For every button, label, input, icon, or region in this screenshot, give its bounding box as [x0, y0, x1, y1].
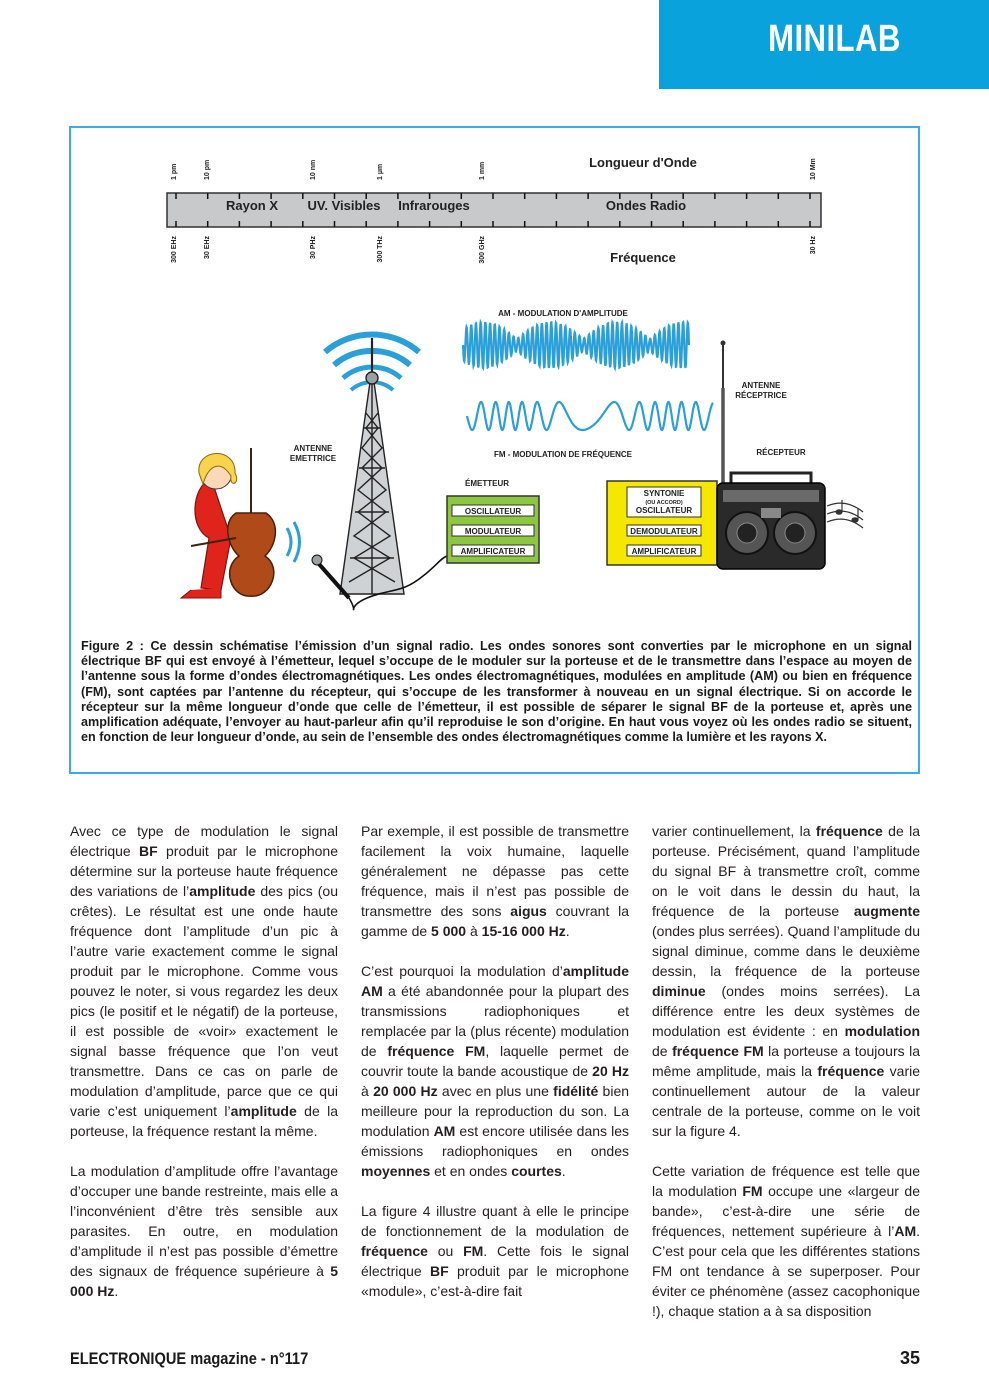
paragraph: varier continuellement, la fréquence de la porteuse. Précisément, quand l’amplitude du signal BF à transmettre croît, comme on le voit dans le dessin du haut, la fréquence de la porteuse augmente (ondes plus serrées). Quand l’amplitude du signal diminue, comme dans le deuxième dessin, la fréquence de la porteuse diminue (ondes moins serrées). La différence entre les deux systèmes de modulation est évidente : en modulation de fréquence FM la porteuse a toujours la même amplitude, mais la fréquence varie continuellement autour de la valeur centrale de la porteuse, comme on le voit sur la figure 4. [652, 823, 920, 1139]
paragraph: La figure 4 illustre quant à elle le principe de fonctionnement de la modulation de fréquence ou FM. Cette fois le signal électrique BF produit par le microphone «module», c’est-à-dire fait [361, 1203, 630, 1299]
rx-antenna-line2: RÉCEPTRICE [735, 391, 787, 400]
wavelength-title: Longueur d'Onde [589, 155, 697, 170]
body-column-1 [70, 821, 338, 1331]
radio-diagram [71, 128, 922, 633]
wavelength-tick-10nm: 10 nm [310, 159, 317, 180]
frequency-tick-30EHz: 30 EHz [204, 236, 211, 259]
paragraph: Par exemple, il est possible de transmettre facilement la voix humaine, laquelle généralement ne dépasse pas cette fréquence, mais il n’est pas possible de transmettre des sons aigus couvrant la gamme de 5 000 à 15-16 000 Hz. [361, 823, 630, 939]
figure-caption: Figure 2 : Ce dessin schématise l’émission d’un signal radio. Les ondes sonores sont converties par le microphone en un signal électrique BF qui est envoyé à l’émetteur, lequel s’occupe de le moduler sur la porteuse et de le transmettre dans l’espace au moyen de l’antenne sous la forme d’ondes électromagnétiques. Les ondes électromagnétiques, modulées en amplitude (AM) ou bien en fréquence (FM), sont captées par l’antenne du récepteur, qui s’occupe de les transformer à nouveau en un signal électrique. Si on accorde le récepteur sur la même longueur d’onde que celle de l’émetteur, il est possible de séparer le signal BF de la porteuse et, après une amplification adéquate, l’envoyer au haut-parleur afin qu’il reproduise le son d’origine. En haut vous voyez où les ondes radio se situent, en fonction de leur longueur d’onde, au sein de l’ensemble des ondes électromagnétiques comme la lumière et les rayons X. [81, 639, 912, 745]
rx-block-amplifier: AMPLIFICATEUR [631, 547, 697, 556]
rx-antenna-line1: ANTENNE [741, 381, 781, 390]
band-radio: Ondes Radio [605, 198, 687, 213]
wavelength-tick-1um: 1 µm [377, 163, 384, 180]
am-wave [463, 322, 689, 368]
paragraph: C’est pourquoi la modulation d’amplitude AM a été abandonnée pour la plupart des transmissions radiophoniques et remplacée par la (plus récente) modulation de fréquence FM, laquelle permet de couvrir toute la bande acoustique de 20 Hz à 20 000 Hz avec en plus une fidélité bien meilleure pour la reproduction du son. La modulation AM est encore utilisée dans les émissions radiophoniques en ondes moyennes et en ondes courtes. [361, 963, 630, 1179]
paragraph: La modulation d’amplitude offre l’avantage d’occuper une bande restreinte, mais elle a l’inconvénient d’être très sensible aux parasites. En outre, en modulation d’amplitude il n’est pas possible d’émettre des signaux de fréquence supérieure à 5 000 Hz. [70, 1163, 338, 1299]
tx-antenna-line1: ANTENNE [293, 444, 333, 453]
tx-block-amplifier: AMPLIFICATEUR [460, 547, 526, 556]
wavelength-tick-10Mm: 10 Mm [810, 158, 817, 180]
body-column-2 [361, 821, 629, 1331]
page-number: 35 [899, 1348, 920, 1368]
body-column-3 [652, 821, 920, 1331]
tx-block-modulator: MODULATEUR [464, 527, 522, 536]
band-xray: Rayon X [225, 198, 279, 213]
footer-magazine: ELECTRONIQUE magazine - n°117 [70, 1349, 309, 1368]
tx-block-oscillator: OSCILLATEUR [464, 507, 522, 516]
wavelength-tick-1mm: 1 mm [479, 161, 486, 180]
frequency-tick-300THz: 300 THz [377, 236, 384, 263]
rx-tuning-line1: SYNTONIE [643, 489, 685, 498]
frequency-tick-30Hz: 30 Hz [810, 236, 817, 255]
wavelength-tick-1pm: 1 pm [171, 163, 178, 180]
rx-tuning-line2: (OU ACCORD) [645, 500, 683, 506]
boombox-icon [717, 473, 825, 569]
am-label: AM - MODULATION D'AMPLITUDE [498, 309, 628, 318]
rx-block-demodulator: DEMODULATEUR [630, 527, 698, 536]
music-notes-icon [827, 500, 863, 528]
receiver-antenna-icon [721, 341, 726, 489]
paragraph: Cette variation de fréquence est telle que la modulation FM occupe une «largeur de bande», c’est-à-dire une série de fréquences, nettement supérieure à l’AM. C’est pour cela que les différentes stations FM ont tendance à se superposer. Pour éviter ce phénomène (assez cacophonique !), chaque station a à sa disposition [652, 1163, 920, 1319]
transmitter-label: ÉMETTEUR [465, 479, 509, 488]
sound-waves-icon [287, 522, 300, 562]
frequency-tick-300GHz: 300 GHz [479, 236, 486, 264]
receiver-label: RÉCEPTEUR [756, 448, 806, 457]
figure-2 [69, 126, 920, 774]
musician-illustration [181, 448, 275, 598]
frequency-title: Fréquence [610, 250, 676, 265]
rx-tuning-line3: OSCILLATEUR [635, 506, 693, 515]
section-title: MINILAB [768, 18, 901, 60]
section-tab [659, 0, 989, 89]
tx-antenna-line2: EMETTRICE [289, 454, 337, 463]
band-uv-visible: UV. Visibles [307, 198, 381, 213]
frequency-tick-30PHz: 30 PHz [310, 236, 317, 259]
band-infrared: Infrarouges [398, 198, 470, 213]
paragraph: Avec ce type de modulation le signal électrique BF produit par le microphone détermine sur la porteuse haute fréquence des variations de l’amplitude des pics (ou crêtes). Le résultat est une onde haute fréquence dont l’amplitude d’un pic à l’autre varie exactement comme le signal produit par le microphone. Comme vous pouvez le noter, si vous regardez les deux pics (le positif et le négatif) de la porteuse, il est possible de «voir» exactement le signal basse fréquence que l’on veut transmettre. Dans ce cas on parle de modulation d’amplitude, parce que ce qui varie c’est uniquement l’amplitude de la porteuse, la fréquence restant la même. [70, 823, 339, 1139]
transmitter-tower-icon [340, 338, 404, 594]
wavelength-tick-10pm: 10 pm [204, 159, 211, 180]
fm-wave [467, 402, 713, 430]
frequency-tick-300EHz: 300 EHz [171, 236, 178, 263]
fm-label: FM - MODULATION DE FRÉQUENCE [493, 450, 633, 459]
